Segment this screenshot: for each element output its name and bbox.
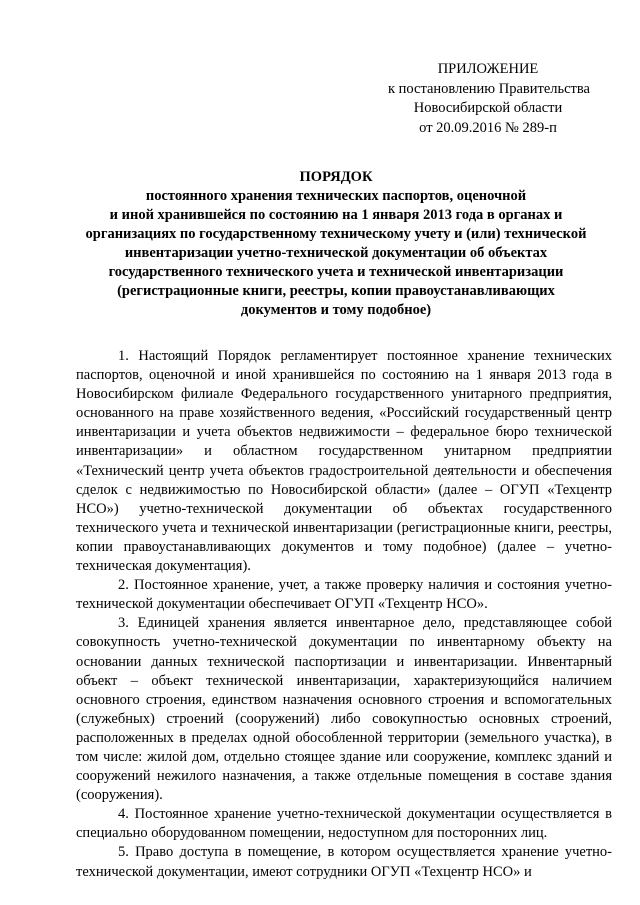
- title-heading: ПОРЯДОК: [299, 169, 373, 185]
- appendix-block: [388, 60, 588, 138]
- document-body: [76, 347, 612, 882]
- document-title: [60, 168, 612, 320]
- appendix-region: Новосибирской области: [413, 100, 563, 116]
- paragraph-5: 5. Право доступа в помещение, в котором осуществляется хранение учетно-технической документации, имеют сотрудники ОГУП «Техцентр НСО» и: [76, 844, 612, 880]
- paragraph-3: 3. Единицей хранения является инвентарное дело, представляющее собой совокупность учетно-технической документации по инвентарному объекту на основании данных технической паспортизации и инвентаризации. Инвентарный объект – объект технической инвентаризации, характеризующийся наличием основного строения, единством назначения основного строения и вспомогательных (служебных) строений (сооружений) либо совокупностью основных строений, расположенных в пределах одной обособленной территории (земельного участка), в том числе: жилой дом, отдельно стоящее здание или сооружение, комплекс зданий и сооружений нежилого назначения, а также отдельные помещения в составе здания (сооружения).: [76, 615, 612, 804]
- title-line: инвентаризации учетно-технической документации об объектах: [124, 245, 548, 261]
- title-line: (регистрационные книги, реестры, копии правоустанавливающих: [117, 283, 555, 299]
- paragraph-2: 2. Постоянное хранение, учет, а также проверку наличия и состояния учетно-технической документации обеспечивает ОГУП «Техцентр НСО».: [76, 577, 612, 613]
- title-line: постоянного хранения технических паспортов, оценочной: [145, 188, 527, 204]
- paragraph-1: 1. Настоящий Порядок регламентирует постоянное хранение технических паспортов, оценочной и иной хранившейся по состоянию на 1 января 2013 года в Новосибирском филиале Федерального государственного унитарного предприятия, основанного на праве хозяйственного ведения, «Российский государственный центр инвентаризации и учета объектов недвижимости – федеральное бюро технической инвентаризации» и областном государственном унитарном предприятии «Технический центр учета объектов градостроительной деятельности и обеспечения сделок с недвижимостью по Новосибирской области» (далее – ОГУП «Техцентр НСО») учетно-технической документации об объектах государственного технического учета и технической инвентаризации (регистрационные книги, реестры, копии правоустанавливающих документов и тому подобное) (далее – учетно-техническая документация).: [76, 348, 612, 575]
- title-line: документов и тому подобное): [240, 302, 432, 318]
- appendix-label: ПРИЛОЖЕНИЕ: [437, 61, 539, 77]
- paragraph-4: 4. Постоянное хранение учетно-технической документации осуществляется в специально оборудованном помещении, недоступном для посторонних лиц.: [76, 806, 612, 842]
- title-line: государственного технического учета и технической инвентаризации: [108, 264, 564, 280]
- appendix-resolution: к постановлению Правительства: [388, 80, 590, 97]
- appendix-date-number: от 20.09.2016 № 289-п: [419, 119, 557, 136]
- title-line: и иной хранившейся по состоянию на 1 января 2013 года в органах и: [109, 207, 563, 223]
- title-line: организациях по государственному техническому учету и (или) технической: [85, 226, 587, 242]
